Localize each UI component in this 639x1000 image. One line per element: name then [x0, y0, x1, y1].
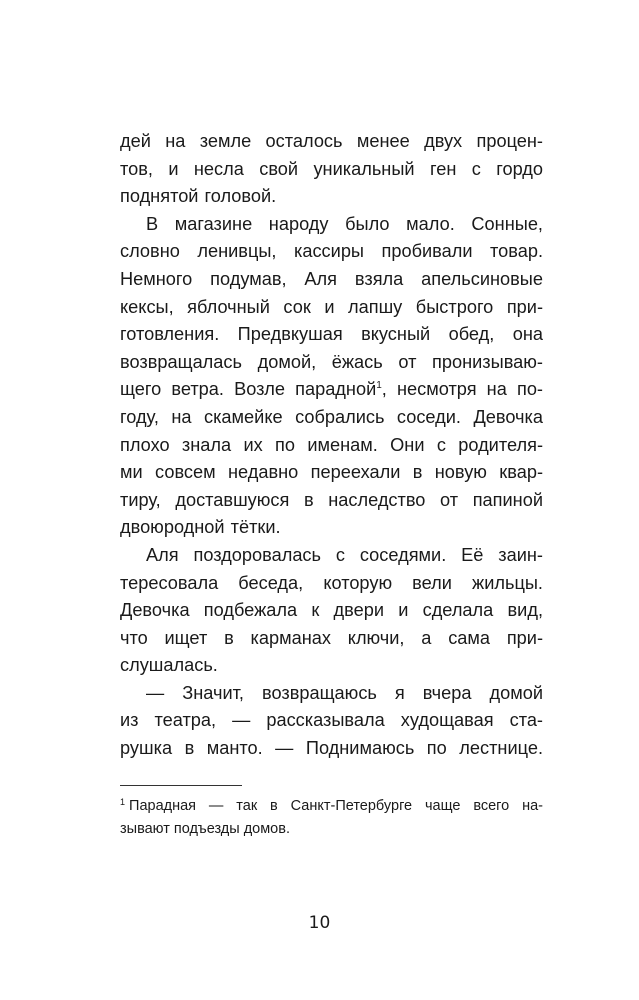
text-line: В магазине народу было мало. Сонные, — [146, 213, 543, 234]
text-line: возвращалась домой, ёжась от пронизываю- — [120, 351, 543, 372]
text-line: плохо знала их по именам. Они с родителя- — [120, 434, 543, 455]
text-line: тов, и несла свой уникальный ген с гордо — [120, 158, 543, 179]
footnote-text: Парадная — так в Санкт-Петербурге чаще всего на- — [129, 798, 543, 814]
text-line: слушалась. — [120, 655, 218, 676]
text-line: тиру, доставшуюся в наследство от папиной — [120, 489, 543, 510]
text-segment: , несмотря на по- — [381, 379, 543, 400]
footnote-reference[interactable]: 1 — [376, 380, 382, 392]
text-line — [120, 376, 543, 404]
text-line: что ищет в карманах ключи, а сама при- — [120, 627, 543, 648]
footnote-line — [120, 795, 543, 818]
footnote-mark: 1 — [120, 797, 126, 807]
footnote — [120, 795, 543, 841]
text-line: — Значит, возвращаюсь я вчера домой — [146, 682, 543, 703]
text-line: из театра, — рассказывала худощавая ста- — [120, 710, 543, 731]
text-line: готовления. Предвкушая вкусный обед, она — [120, 324, 543, 345]
text-line: тересовала беседа, которую вели жильцы. — [120, 572, 543, 593]
text-line: кексы, яблочный сок и лапшу быстрого при- — [120, 296, 543, 317]
text-line: ми совсем недавно переехали в новую квар- — [120, 462, 543, 483]
text-line: словно ленивцы, кассиры пробивали товар. — [120, 241, 543, 262]
text-line: году, на скамейке собрались соседи. Девочка — [120, 406, 543, 427]
text-line: Немного подумав, Аля взяла апельсиновые — [120, 268, 543, 289]
footnote-divider — [120, 785, 242, 786]
text-line: Девочка подбежала к двери и сделала вид, — [120, 600, 543, 621]
text-segment: щего ветра. Возле парадной — [120, 379, 377, 400]
text-line: Аля поздоровалась с соседями. Её заин- — [146, 544, 543, 565]
page-number: 10 — [308, 913, 331, 933]
body-text — [120, 128, 543, 763]
text-line: дей на земле осталось менее двух процен- — [120, 131, 543, 151]
footnote-line: зывают подъезды домов. — [120, 821, 290, 837]
text-line: двоюродной тётки. — [120, 517, 281, 538]
text-line: рушка в манто. — Поднимаюсь по лестнице. — [120, 738, 543, 759]
text-line: поднятой головой. — [120, 186, 277, 207]
